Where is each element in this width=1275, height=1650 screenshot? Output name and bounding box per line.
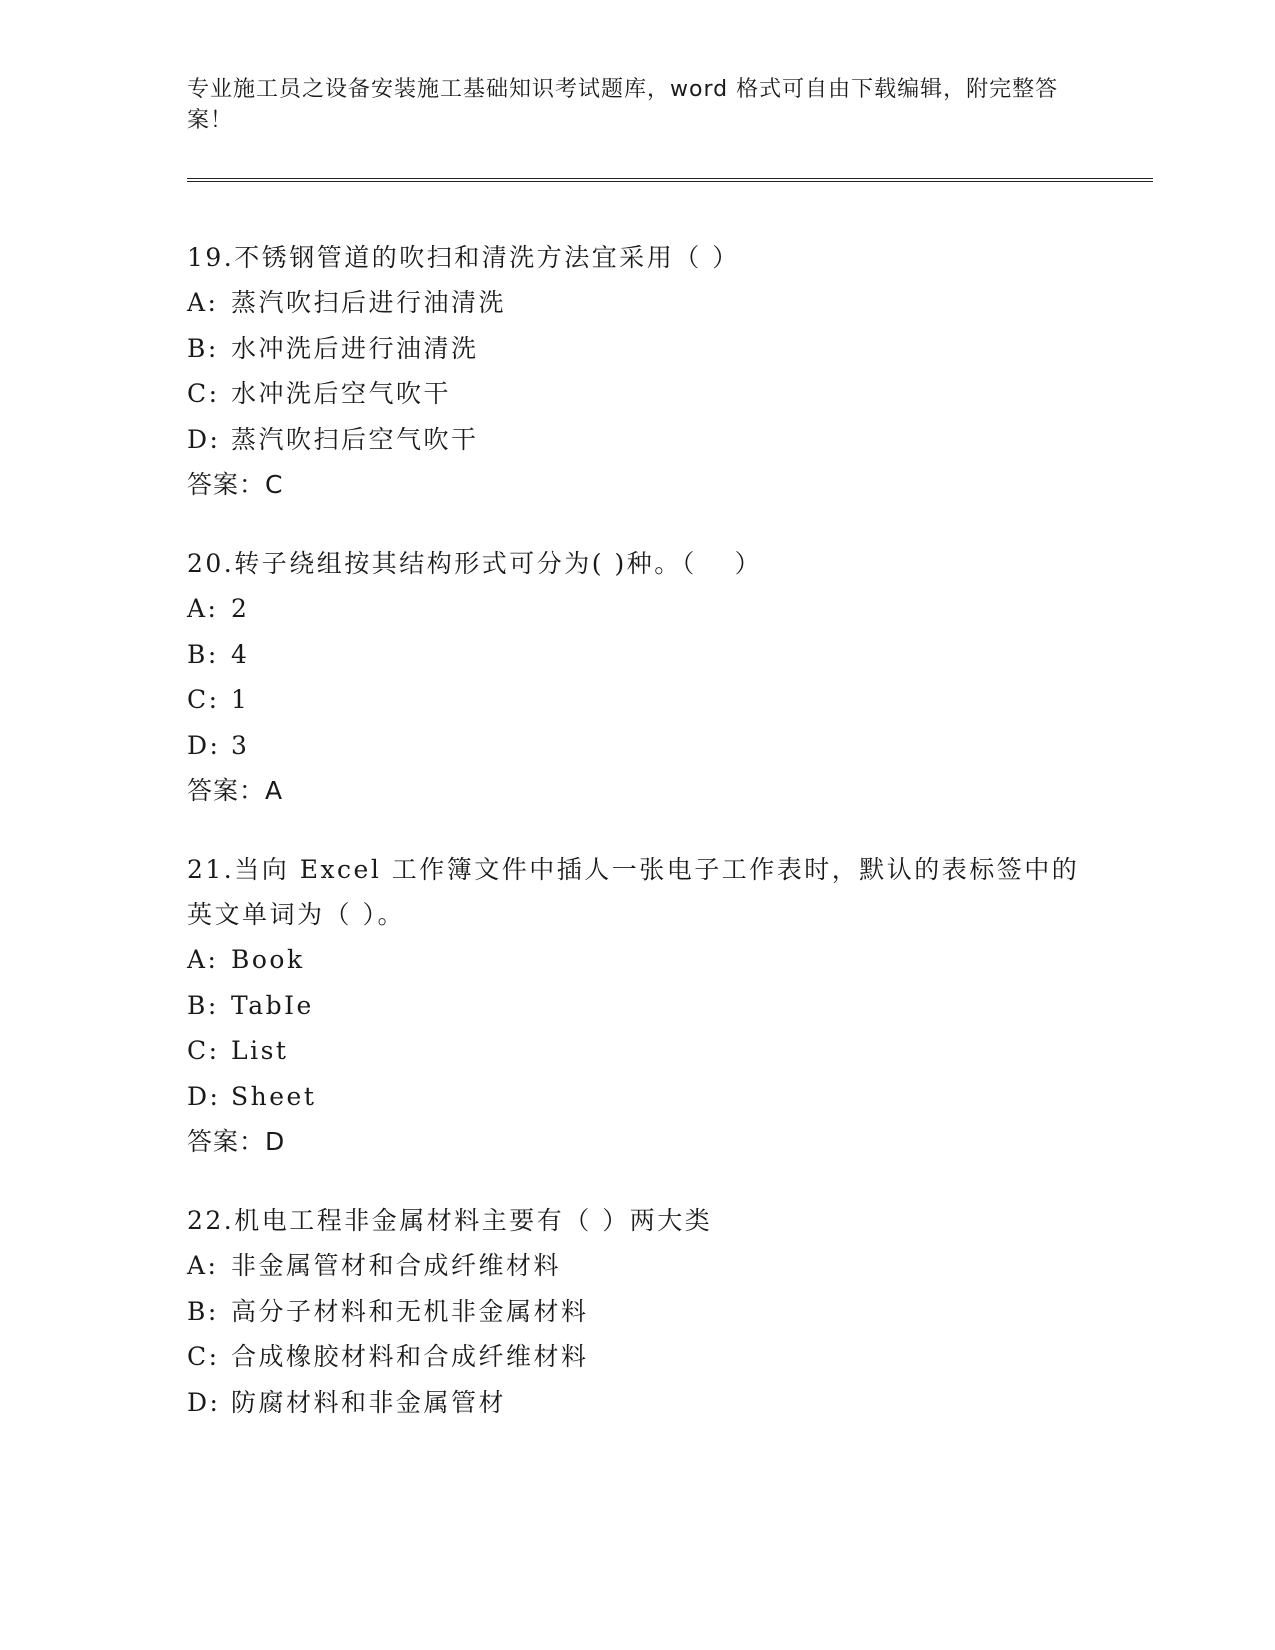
answer-line: 答案：C: [187, 470, 284, 499]
option-d: [187, 1074, 1087, 1120]
option-letter: D:: [187, 424, 221, 454]
option-text: 高分子材料和无机非金属材料: [231, 1296, 589, 1326]
option-letter: C:: [187, 685, 220, 714]
option-letter: A:: [187, 594, 219, 623]
option-letter: A:: [187, 1251, 219, 1280]
option-a: [187, 280, 1087, 326]
option-text: 2: [231, 594, 250, 623]
option-text: Book: [231, 945, 305, 974]
question-19: [187, 235, 1087, 507]
header-divider: [187, 178, 1153, 182]
option-letter: B:: [187, 990, 219, 1020]
option-letter: D:: [187, 1387, 221, 1417]
option-letter: D:: [187, 730, 221, 760]
option-text: 水冲洗后进行油清洗: [231, 333, 479, 363]
option-d: [187, 417, 1087, 463]
option-letter: D:: [187, 1081, 221, 1111]
option-a: [187, 586, 1087, 632]
option-c: [187, 371, 1087, 417]
option-text: 3: [231, 730, 250, 760]
document-header: 专业施工员之设备安装施工基础知识考试题库，word 格式可自由下载编辑，附完整答案！: [187, 77, 1059, 133]
option-b: [187, 326, 1087, 372]
option-text: 水冲洗后空气吹干: [231, 379, 452, 408]
question-22: [187, 1198, 1087, 1425]
answer-line: 答案：D: [187, 1127, 286, 1156]
option-b: [187, 632, 1087, 678]
option-text: List: [231, 1036, 289, 1065]
option-c: [187, 677, 1087, 723]
option-text: 合成橡胶材料和合成纤维材料: [231, 1342, 589, 1371]
option-letter: A:: [187, 945, 219, 974]
option-text: 非金属管材和合成纤维材料: [231, 1251, 562, 1280]
option-c: [187, 1028, 1087, 1074]
option-b: [187, 1289, 1087, 1335]
option-letter: C:: [187, 1036, 220, 1065]
question-21: [187, 847, 1087, 1164]
option-text: 1: [231, 685, 250, 714]
question-list: [187, 235, 1087, 1459]
option-letter: C:: [187, 1342, 220, 1371]
option-letter: B:: [187, 639, 219, 669]
option-text: TabIe: [231, 990, 314, 1020]
option-text: 蒸汽吹扫后空气吹干: [231, 424, 479, 454]
option-letter: B:: [187, 333, 219, 363]
option-text: 防腐材料和非金属管材: [231, 1387, 507, 1417]
option-d: [187, 1380, 1087, 1426]
option-c: [187, 1334, 1087, 1380]
option-text: 蒸汽吹扫后进行油清洗: [231, 288, 507, 317]
option-a: [187, 937, 1087, 983]
question-stem: 21.当向 Excel 工作簿文件中插人一张电子工作表时，默认的表标签中的英文单词为（ ）。: [187, 855, 1080, 929]
question-stem: 19.不锈钢管道的吹扫和清洗方法宜采用（ ）: [187, 243, 740, 272]
question-stem: 20.转子绕组按其结构形式可分为( )种。（ ）: [187, 549, 763, 578]
answer-line: 答案：A: [187, 776, 284, 805]
question-20: [187, 541, 1087, 813]
option-text: 4: [231, 639, 250, 669]
option-letter: B:: [187, 1296, 219, 1326]
option-letter: A:: [187, 288, 219, 317]
option-letter: C:: [187, 379, 220, 408]
question-stem: 22.机电工程非金属材料主要有（ ）两大类: [187, 1206, 713, 1235]
option-b: [187, 983, 1087, 1029]
option-a: [187, 1243, 1087, 1289]
option-d: [187, 723, 1087, 769]
option-text: Sheet: [231, 1081, 317, 1111]
